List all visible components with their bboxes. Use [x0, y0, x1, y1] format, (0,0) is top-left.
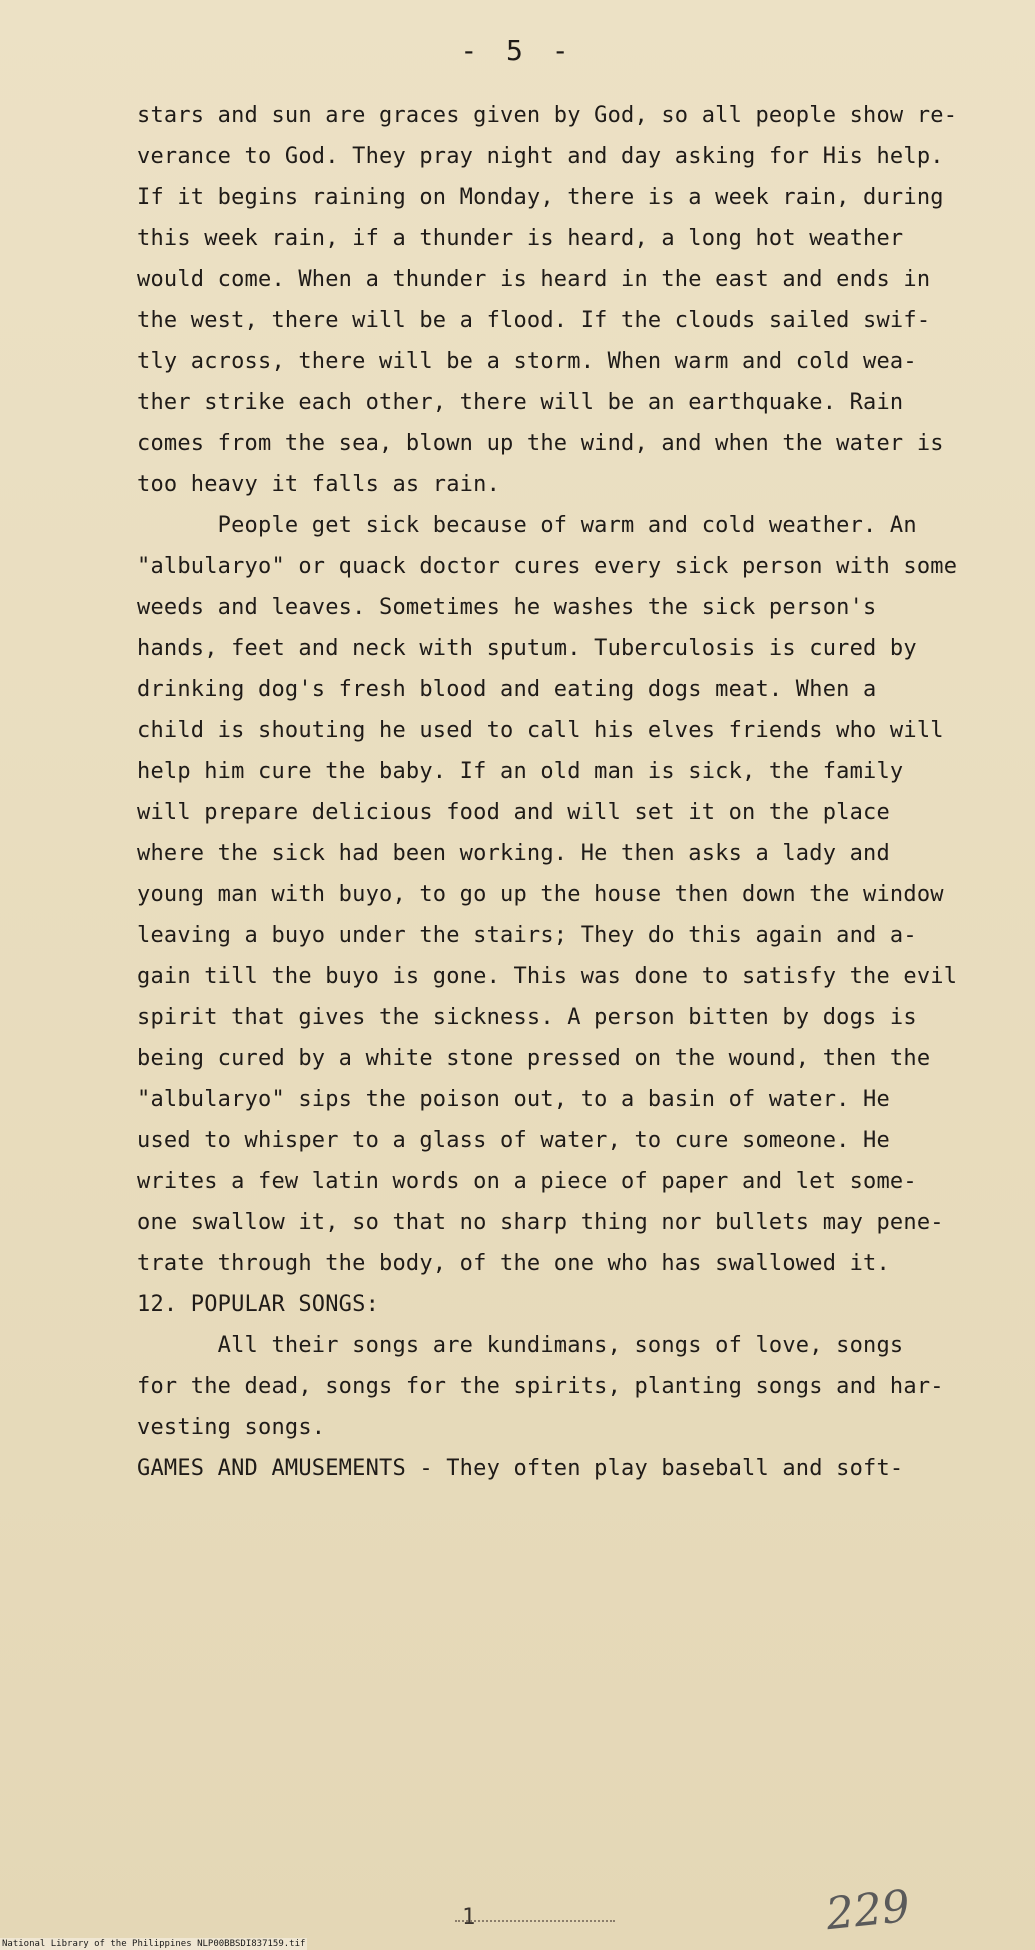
text-line: used to whisper to a glass of water, to cure someone. He — [137, 1128, 890, 1153]
text-line: where the sick had been working. He then asks a lady and — [137, 841, 890, 866]
page-number: - 5 - — [460, 34, 575, 67]
text-line: tly across, there will be a storm. When warm and cold wea- — [137, 349, 917, 374]
text-line: will prepare delicious food and will set it on the place — [137, 800, 890, 825]
text-line: hands, feet and neck with sputum. Tuberculosis is cured by — [137, 636, 917, 661]
text-line: leaving a buyo under the stairs; They do this again and a- — [137, 923, 917, 948]
text-line: All their songs are kundimans, songs of love, songs — [137, 1333, 904, 1358]
section-games-line: GAMES AND AMUSEMENTS - They often play baseball and soft- — [137, 1456, 904, 1481]
text-line: stars and sun are graces given by God, so all people show re- — [137, 103, 958, 128]
footer-divider — [455, 1920, 615, 1922]
handwritten-page-number: 229 — [823, 1880, 913, 1941]
text-line: one swallow it, so that no sharp thing nor bullets may pene- — [137, 1210, 944, 1235]
text-line: help him cure the baby. If an old man is sick, the family — [137, 759, 904, 784]
text-line: weeds and leaves. Sometimes he washes the sick person's — [137, 595, 877, 620]
text-line: People get sick because of warm and cold weather. An — [137, 513, 917, 538]
archive-caption: National Library of the Philippines NLP00BBSDI837159.tif — [2, 1939, 306, 1949]
text-line: verance to God. They pray night and day asking for His help. — [137, 144, 944, 169]
text-line: child is shouting he used to call his elves friends who will — [137, 718, 944, 743]
footer-mark: 1 — [462, 1905, 476, 1930]
text-line: spirit that gives the sickness. A person bitten by dogs is — [137, 1005, 917, 1030]
text-line: young man with buyo, to go up the house then down the window — [137, 882, 944, 907]
text-line: drinking dog's fresh blood and eating dogs meat. When a — [137, 677, 877, 702]
text-line: gain till the buyo is gone. This was done to satisfy the evil — [137, 964, 958, 989]
text-line: vesting songs. — [137, 1415, 326, 1440]
text-line: "albularyo" sips the poison out, to a basin of water. He — [137, 1087, 890, 1112]
text-line: for the dead, songs for the spirits, planting songs and har- — [137, 1374, 944, 1399]
text-line: too heavy it falls as rain. — [137, 472, 501, 497]
section-heading-popular-songs: 12. POPULAR SONGS: — [137, 1292, 380, 1317]
text-line: being cured by a white stone pressed on the wound, then the — [137, 1046, 931, 1071]
text-line: the west, there will be a flood. If the clouds sailed swif- — [137, 308, 931, 333]
text-line: writes a few latin words on a piece of paper and let some- — [137, 1169, 917, 1194]
text-line: If it begins raining on Monday, there is a week rain, during — [137, 185, 944, 210]
text-line: this week rain, if a thunder is heard, a long hot weather — [137, 226, 904, 251]
text-line: would come. When a thunder is heard in the east and ends in — [137, 267, 931, 292]
text-line: trate through the body, of the one who has swallowed it. — [137, 1251, 890, 1276]
text-line: comes from the sea, blown up the wind, and when the water is — [137, 431, 944, 456]
text-line: "albularyo" or quack doctor cures every sick person with some — [137, 554, 958, 579]
text-line: ther strike each other, there will be an earthquake. Rain — [137, 390, 904, 415]
